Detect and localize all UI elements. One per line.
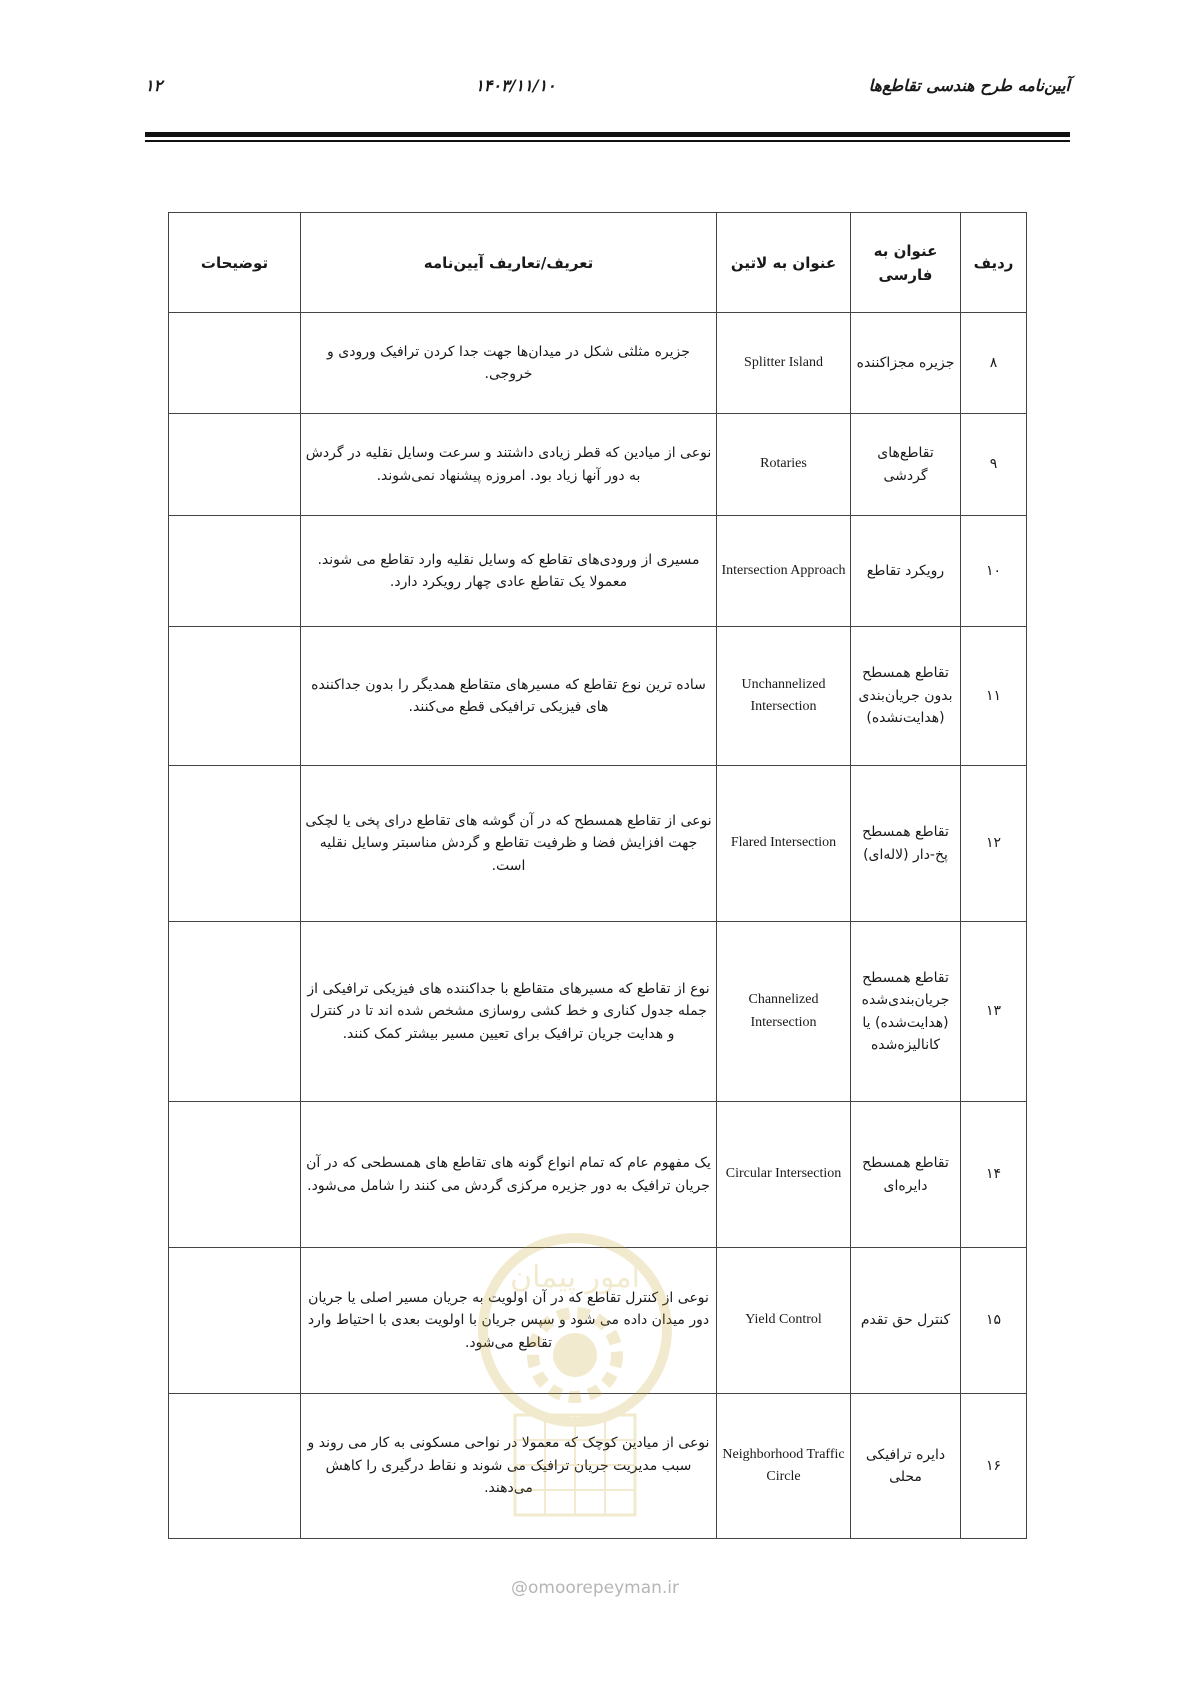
latin-title: Yield Control — [717, 1248, 851, 1394]
persian-title: رویکرد تقاطع — [851, 516, 961, 627]
notes — [169, 627, 301, 766]
latin-title: Intersection Approach — [717, 516, 851, 627]
definition: یک مفهوم عام که تمام انواع گونه های تقاطع های همسطحی که در آن جریان ترافیک به دور جزیره مرکزی گردش می کنند را شامل می‌شود. — [301, 1102, 717, 1248]
notes — [169, 1102, 301, 1248]
definition: مسیری از ورودی‌های تقاطع که وسایل نقلیه وارد تقاطع می شوند. معمولا یک تقاطع عادی چهار رویکرد دارد. — [301, 516, 717, 627]
row-number: ۱۳ — [961, 922, 1027, 1102]
row-number: ۹ — [961, 414, 1027, 516]
latin-title: Splitter Island — [717, 313, 851, 414]
row-number: ۱۰ — [961, 516, 1027, 627]
header-rule-thin — [145, 140, 1070, 142]
col-header-row-no: ردیف — [961, 213, 1027, 313]
notes — [169, 414, 301, 516]
table-row — [169, 1248, 1027, 1394]
definition: نوعی از کنترل تقاطع که در آن اولویت به جریان مسیر اصلی یا جریان دور میدان داده می شود و سپس جریان با اولویت بعدی با احتیاط وارد تقاطع می‌شود. — [301, 1248, 717, 1394]
row-number: ۱۵ — [961, 1248, 1027, 1394]
col-header-persian-title: عنوان به فارسی — [851, 213, 961, 313]
persian-title: تقاطع‌های گردشی — [851, 414, 961, 516]
notes — [169, 313, 301, 414]
persian-title: تقاطع همسطح دایره‌ای — [851, 1102, 961, 1248]
notes — [169, 766, 301, 922]
persian-title: جزیره مجزاکننده — [851, 313, 961, 414]
page-header — [145, 70, 1070, 100]
table-row — [169, 516, 1027, 627]
definition: نوعی از میادین کوچک که معمولا در نواحی مسکونی به کار می روند و سبب مدیریت جریان ترافیک می شوند و نقاط درگیری را کاهش می‌دهند. — [301, 1394, 717, 1539]
svg-text:امور پیمان: امور پیمان — [510, 1260, 640, 1295]
latin-title: Neighborhood Traffic Circle — [717, 1394, 851, 1539]
document-title: آیین‌نامه طرح هندسی تقاطع‌ها — [868, 75, 1070, 95]
definition: جزیره مثلثی شکل در میدان‌ها جهت جدا کردن ترافیک ورودی و خروجی. — [301, 313, 717, 414]
header-rule-thick — [145, 132, 1070, 137]
latin-title: Unchannelized Intersection — [717, 627, 851, 766]
persian-title: تقاطع همسطح پخ-دار (لاله‌ای) — [851, 766, 961, 922]
latin-title: Circular Intersection — [717, 1102, 851, 1248]
watermark-site: @omoorepeyman.ir — [510, 1578, 680, 1598]
table-row — [169, 414, 1027, 516]
table-row — [169, 313, 1027, 414]
definition: ساده ترین نوع تقاطع که مسیرهای متقاطع همدیگر را بدون جداکننده های فیزیکی ترافیکی قطع می‌کنند. — [301, 627, 717, 766]
latin-title: Flared Intersection — [717, 766, 851, 922]
persian-title: کنترل حق تقدم — [851, 1248, 961, 1394]
definitions-table — [168, 212, 1027, 1539]
row-number: ۱۶ — [961, 1394, 1027, 1539]
notes — [169, 1248, 301, 1394]
table-row — [169, 1102, 1027, 1248]
header-date: ۱۴۰۳/۱۱/۱۰ — [475, 75, 556, 95]
definition: نوع از تقاطع که مسیرهای متقاطع با جداکننده های فیزیکی ترافیکی از جمله جدول کناری و خط کشی روسازی مشخص شده اند تا در کنترل و هدایت جریان ترافیک برای تعیین مسیر بیشتر کمک کنند. — [301, 922, 717, 1102]
table-header-row — [169, 213, 1027, 313]
col-header-notes: توضیحات — [169, 213, 301, 313]
page-number: ۱۲ — [145, 75, 163, 95]
table-row — [169, 766, 1027, 922]
notes — [169, 922, 301, 1102]
persian-title: تقاطع همسطح جریان‌بندی‌شده (هدایت‌شده) یا کانالیزه‌شده — [851, 922, 961, 1102]
notes — [169, 1394, 301, 1539]
row-number: ۱۱ — [961, 627, 1027, 766]
col-header-definition: تعریف/تعاریف آیین‌نامه — [301, 213, 717, 313]
definition: نوعی از تقاطع همسطح که در آن گوشه های تقاطع درای پخی یا لچکی جهت افزایش فضا و ظرفیت تقاطع و گردش مناسبتر وسایل نقلیه است. — [301, 766, 717, 922]
latin-title: Channelized Intersection — [717, 922, 851, 1102]
definition: نوعی از میادین که قطر زیادی داشتند و سرعت وسایل نقلیه در گردش به دور آنها زیاد بود. امروزه پیشنهاد نمی‌شوند. — [301, 414, 717, 516]
row-number: ۱۴ — [961, 1102, 1027, 1248]
table-row — [169, 922, 1027, 1102]
table-row — [169, 627, 1027, 766]
persian-title: دایره ترافیکی محلی — [851, 1394, 961, 1539]
latin-title: Rotaries — [717, 414, 851, 516]
row-number: ۸ — [961, 313, 1027, 414]
col-header-latin-title: عنوان به لاتین — [717, 213, 851, 313]
row-number: ۱۲ — [961, 766, 1027, 922]
table-row — [169, 1394, 1027, 1539]
notes — [169, 516, 301, 627]
persian-title: تقاطع همسطح بدون جریان‌بندی (هدایت‌نشده) — [851, 627, 961, 766]
